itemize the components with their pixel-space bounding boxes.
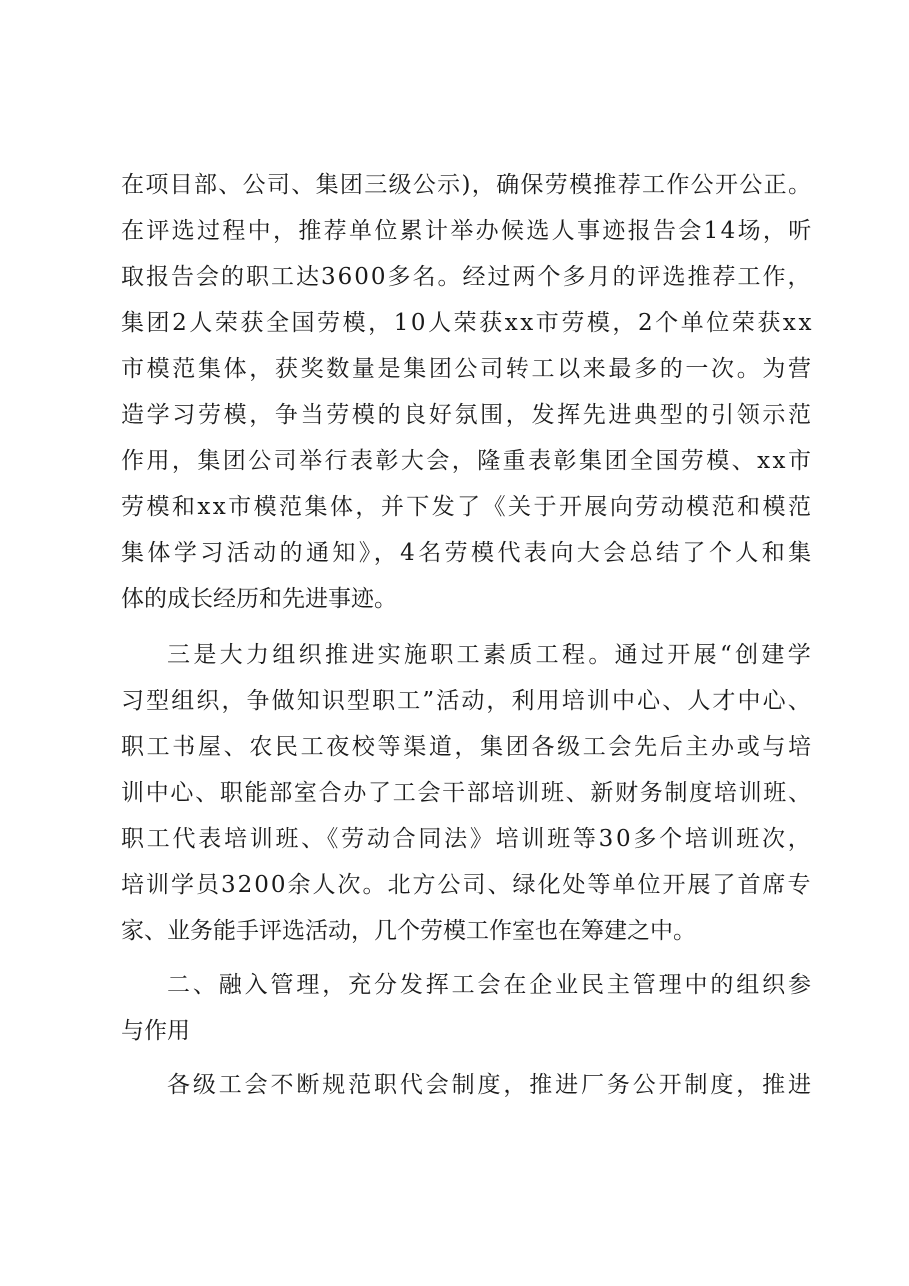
text-line: 集体学习活动的通知》，4名劳模代表向大会总结了个人和集 bbox=[121, 540, 815, 566]
text-line: 取报告会的职工达3600多名。经过两个多月的评选推荐工作， bbox=[121, 264, 813, 290]
text-line: 职工代表培训班、《劳动合同法》培训班等30多个培训班次， bbox=[121, 826, 814, 852]
text-line: 造学习劳模，争当劳模的良好氛围，发挥先进典型的引领示范 bbox=[121, 402, 814, 428]
paragraph-first-line: 各级工会不断规范职代会制度，推进厂务公开制度，推进 bbox=[167, 1072, 814, 1098]
text-line: 职工书屋、农民工夜校等渠道，集团各级工会先后主办或与培 bbox=[121, 734, 814, 760]
text-line: 集团2人荣获全国劳模，10人荣获xx市劳模，2个单位荣获xx bbox=[121, 310, 814, 336]
text-line: 作用，集团公司举行表彰大会，隆重表彰集团全国劳模、xx市 bbox=[121, 448, 814, 474]
section-heading-line: 与作用 bbox=[121, 1018, 190, 1044]
text-line: 劳模和xx市模范集体，并下发了《关于开展向劳动模范和模范 bbox=[121, 494, 814, 520]
text-line: 市模范集体，获奖数量是集团公司转工以来最多的一次。为营 bbox=[121, 356, 814, 382]
text-line: 在项目部、公司、集团三级公示)，确保劳模推荐工作公开公正。 bbox=[121, 172, 813, 198]
text-line: 培训学员3200余人次。北方公司、绿化处等单位开展了首席专 bbox=[121, 872, 813, 898]
text-line: 在评选过程中，推荐单位累计举办候选人事迹报告会14场，听 bbox=[121, 218, 814, 244]
text-line: 习型组织，争做知识型职工”活动，利用培训中心、人才中心、 bbox=[121, 688, 813, 714]
paragraph-first-line: 三是大力组织推进实施职工素质工程。通过开展“创建学 bbox=[167, 642, 815, 668]
section-heading-line: 二、融入管理，充分发挥工会在企业民主管理中的组织参 bbox=[167, 972, 814, 998]
text-line: 体的成长经历和先进事迹。 bbox=[121, 586, 397, 612]
text-line: 家、业务能手评选活动，几个劳模工作室也在筹建之中。 bbox=[121, 918, 696, 944]
text-line: 训中心、职能部室合办了工会干部培训班、新财务制度培训班、 bbox=[121, 780, 813, 806]
